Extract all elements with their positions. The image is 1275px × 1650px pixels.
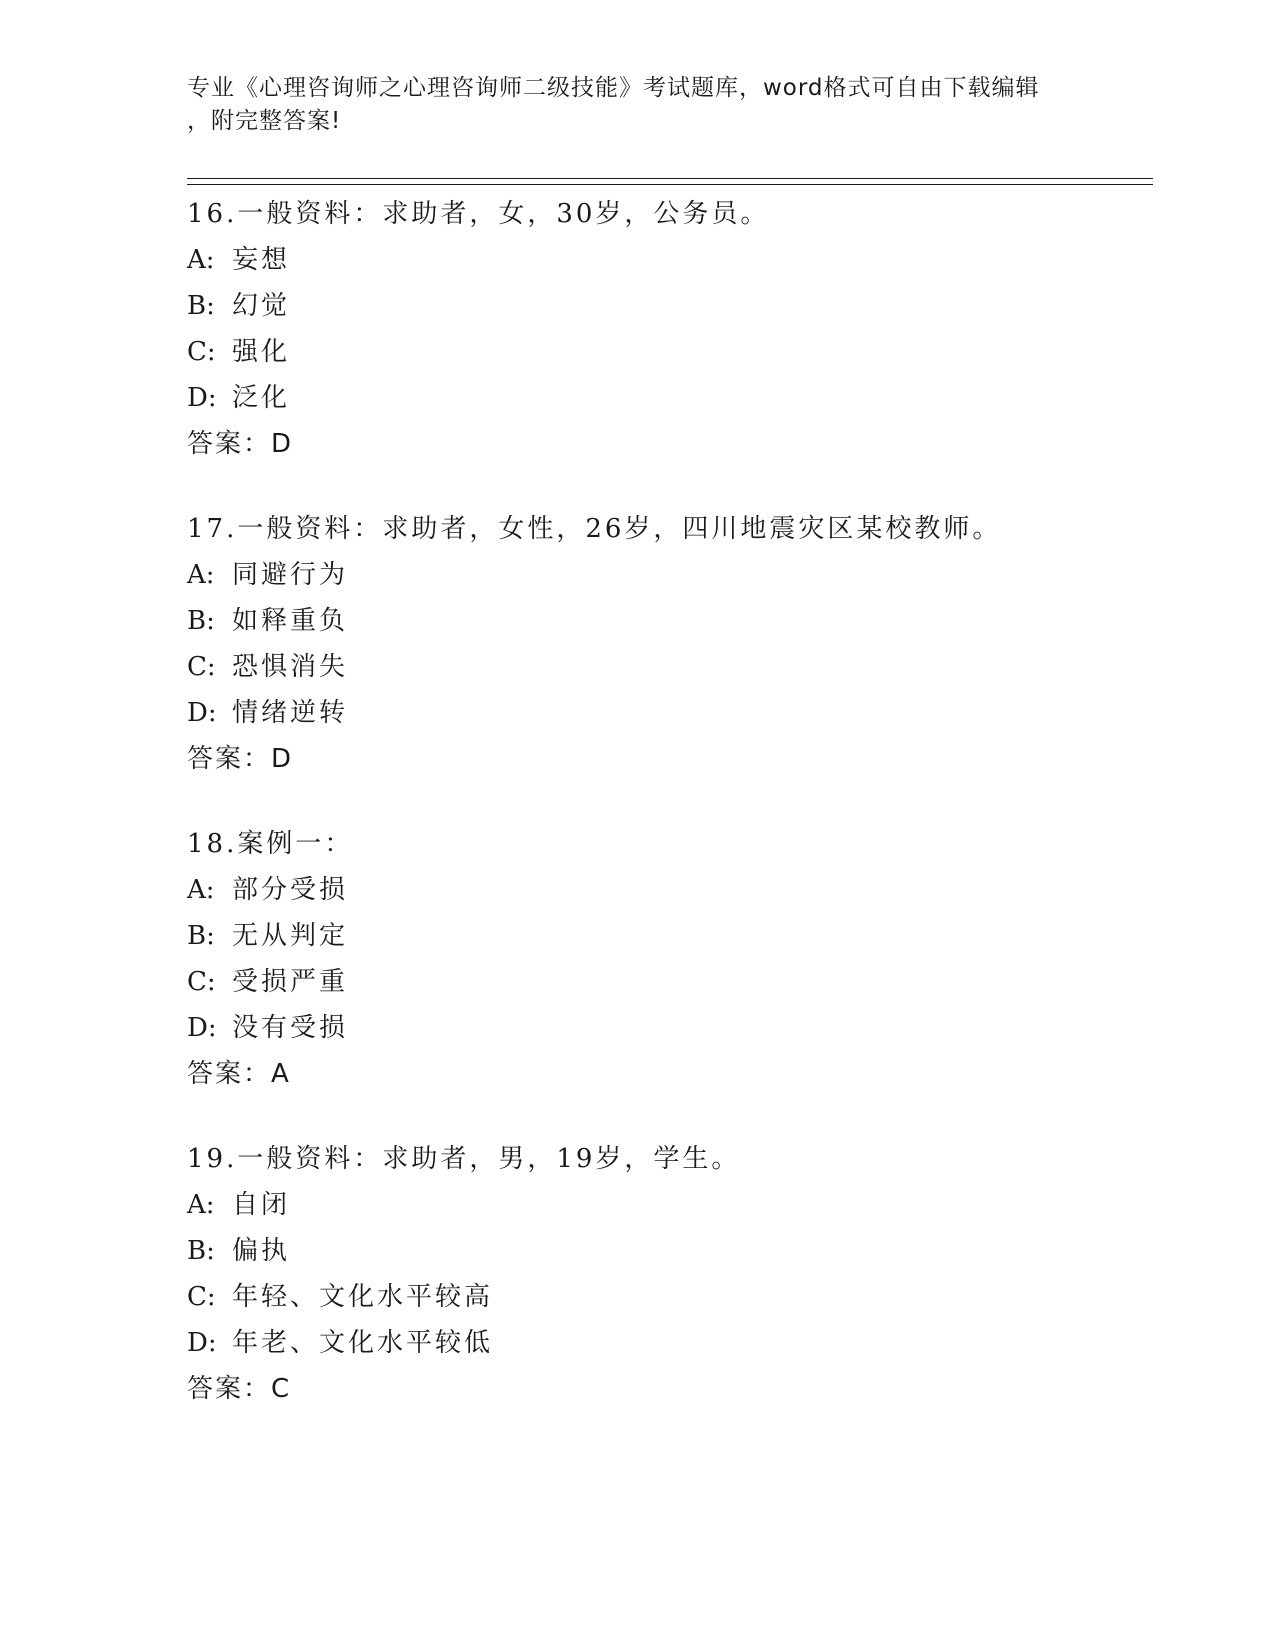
option-letter: A: bbox=[187, 1190, 215, 1220]
option-a bbox=[187, 552, 1147, 598]
option-a bbox=[187, 1182, 1147, 1228]
option-letter: A: bbox=[187, 560, 215, 590]
option-letter: D: bbox=[187, 383, 217, 413]
option-text: 恐惧消失 bbox=[232, 652, 349, 682]
option-letter: A: bbox=[187, 875, 215, 905]
question-item bbox=[187, 1136, 1147, 1412]
option-text: 同避行为 bbox=[232, 560, 349, 590]
option-text: 幻觉 bbox=[232, 291, 291, 321]
option-b bbox=[187, 283, 1147, 329]
option-d bbox=[187, 690, 1147, 736]
option-letter: D: bbox=[187, 1328, 217, 1358]
answer-line: 答案：A bbox=[187, 1059, 291, 1089]
option-text: 强化 bbox=[232, 337, 291, 367]
answer-line: 答案：D bbox=[187, 429, 294, 459]
header-line-2: ，附完整答案! bbox=[187, 108, 342, 134]
option-c bbox=[187, 1274, 1147, 1320]
option-text: 部分受损 bbox=[232, 875, 349, 905]
header-divider-bottom bbox=[187, 184, 1153, 185]
option-text: 偏执 bbox=[232, 1236, 291, 1266]
option-text: 年轻、文化水平较高 bbox=[232, 1282, 494, 1312]
question-item bbox=[187, 506, 1147, 782]
option-letter: C: bbox=[187, 652, 216, 682]
question-list bbox=[187, 191, 1147, 1451]
option-letter: C: bbox=[187, 1282, 216, 1312]
option-a bbox=[187, 867, 1147, 913]
option-c bbox=[187, 644, 1147, 690]
option-c bbox=[187, 329, 1147, 375]
question-stem: 18.案例一： bbox=[187, 829, 354, 859]
question-stem: 17.一般资料：求助者，女性，26岁，四川地震灾区某校教师。 bbox=[187, 514, 1002, 544]
option-letter: B: bbox=[187, 1236, 215, 1266]
question-item bbox=[187, 821, 1147, 1097]
option-letter: A: bbox=[187, 245, 215, 275]
option-letter: B: bbox=[187, 291, 215, 321]
option-letter: C: bbox=[187, 337, 216, 367]
option-letter: B: bbox=[187, 606, 215, 636]
option-d bbox=[187, 1005, 1147, 1051]
option-c bbox=[187, 959, 1147, 1005]
header-divider-top bbox=[187, 178, 1153, 179]
option-text: 受损严重 bbox=[232, 967, 349, 997]
option-letter: D: bbox=[187, 698, 217, 728]
option-text: 情绪逆转 bbox=[232, 698, 349, 728]
question-item bbox=[187, 191, 1147, 467]
option-b bbox=[187, 598, 1147, 644]
option-b bbox=[187, 913, 1147, 959]
question-stem: 16.一般资料：求助者，女，30岁，公务员。 bbox=[187, 199, 770, 229]
option-d bbox=[187, 375, 1147, 421]
option-text: 没有受损 bbox=[232, 1013, 349, 1043]
option-b bbox=[187, 1228, 1147, 1274]
option-letter: C: bbox=[187, 967, 216, 997]
answer-line: 答案：D bbox=[187, 744, 294, 774]
option-a bbox=[187, 237, 1147, 283]
option-text: 泛化 bbox=[232, 383, 291, 413]
option-d bbox=[187, 1320, 1147, 1366]
option-text: 妄想 bbox=[232, 245, 291, 275]
option-letter: B: bbox=[187, 921, 215, 951]
document-header bbox=[187, 72, 1067, 138]
option-text: 自闭 bbox=[232, 1190, 291, 1220]
option-letter: D: bbox=[187, 1013, 217, 1043]
option-text: 无从判定 bbox=[232, 921, 349, 951]
option-text: 年老、文化水平较低 bbox=[232, 1328, 494, 1358]
answer-line: 答案：C bbox=[187, 1374, 292, 1404]
header-line-1: 专业《心理咨询师之心理咨询师二级技能》考试题库，word格式可自由下载编辑 bbox=[187, 75, 1040, 101]
question-stem: 19.一般资料：求助者，男，19岁，学生。 bbox=[187, 1144, 741, 1174]
option-text: 如释重负 bbox=[232, 606, 349, 636]
